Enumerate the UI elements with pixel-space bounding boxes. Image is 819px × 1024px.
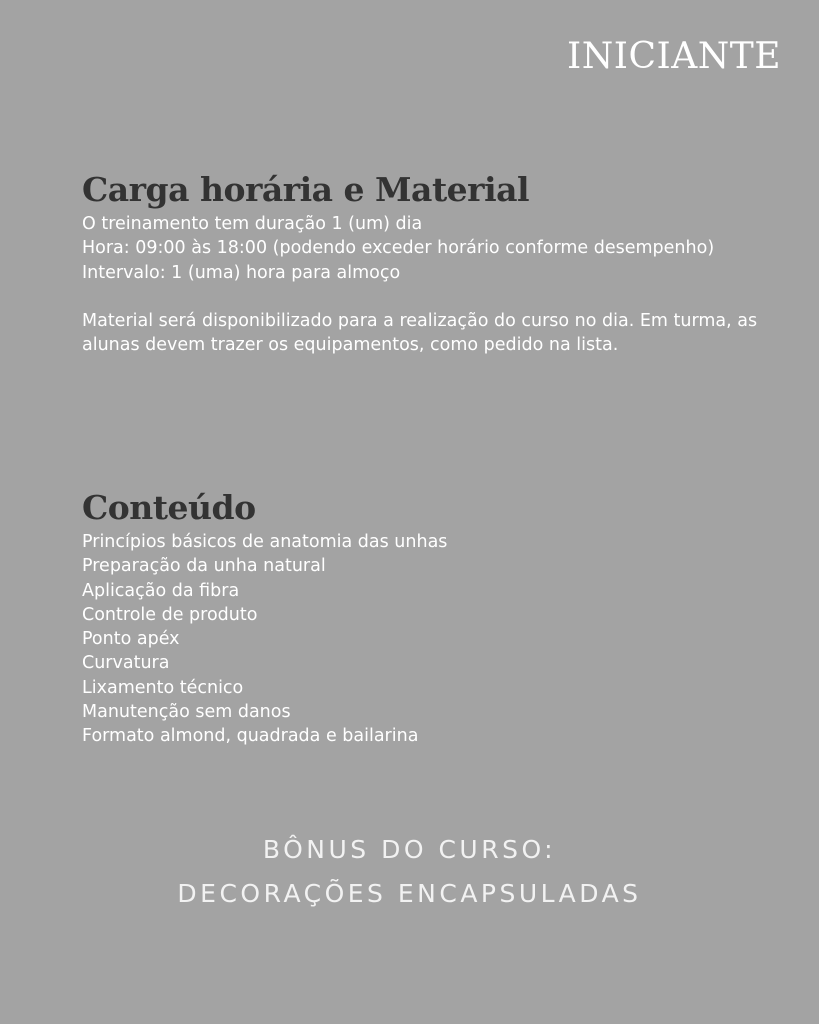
list-item: Controle de produto: [82, 604, 258, 625]
content-heading: Conteúdo: [82, 488, 256, 527]
content-section: [82, 488, 762, 749]
schedule-heading: Carga horária e Material: [82, 170, 530, 209]
list-item: Ponto apéx: [82, 629, 180, 650]
list-item: Lixamento técnico: [82, 677, 244, 698]
bonus-title: BÔNUS DO CURSO:: [262, 835, 557, 864]
bonus-banner: [0, 828, 819, 916]
schedule-section: [82, 170, 762, 357]
content-list: [82, 530, 762, 749]
list-item: Curvatura: [82, 653, 170, 674]
break-line: Intervalo: 1 (uma) hora para almoço: [82, 262, 401, 283]
list-item: Aplicação da fibra: [82, 580, 240, 601]
hours-line: Hora: 09:00 às 18:00 (podendo exceder horário conforme desempenho): [82, 238, 715, 259]
paragraph-spacer: [82, 285, 762, 309]
level-title: INICIANTE: [567, 36, 781, 77]
material-note: Material será disponibilizado para a realização do curso no dia. Em turma, as alunas devem trazer os equipamentos, como pedido na lista.: [82, 310, 758, 356]
list-item: Preparação da unha natural: [82, 556, 326, 577]
list-item: Manutenção sem danos: [82, 702, 291, 723]
list-item: Formato almond, quadrada e bailarina: [82, 726, 419, 747]
bonus-subtitle: DECORAÇÕES ENCAPSULADAS: [177, 879, 642, 908]
duration-line: O treinamento tem duração 1 (um) dia: [82, 214, 423, 234]
list-item: Princípios básicos de anatomia das unhas: [82, 532, 448, 552]
